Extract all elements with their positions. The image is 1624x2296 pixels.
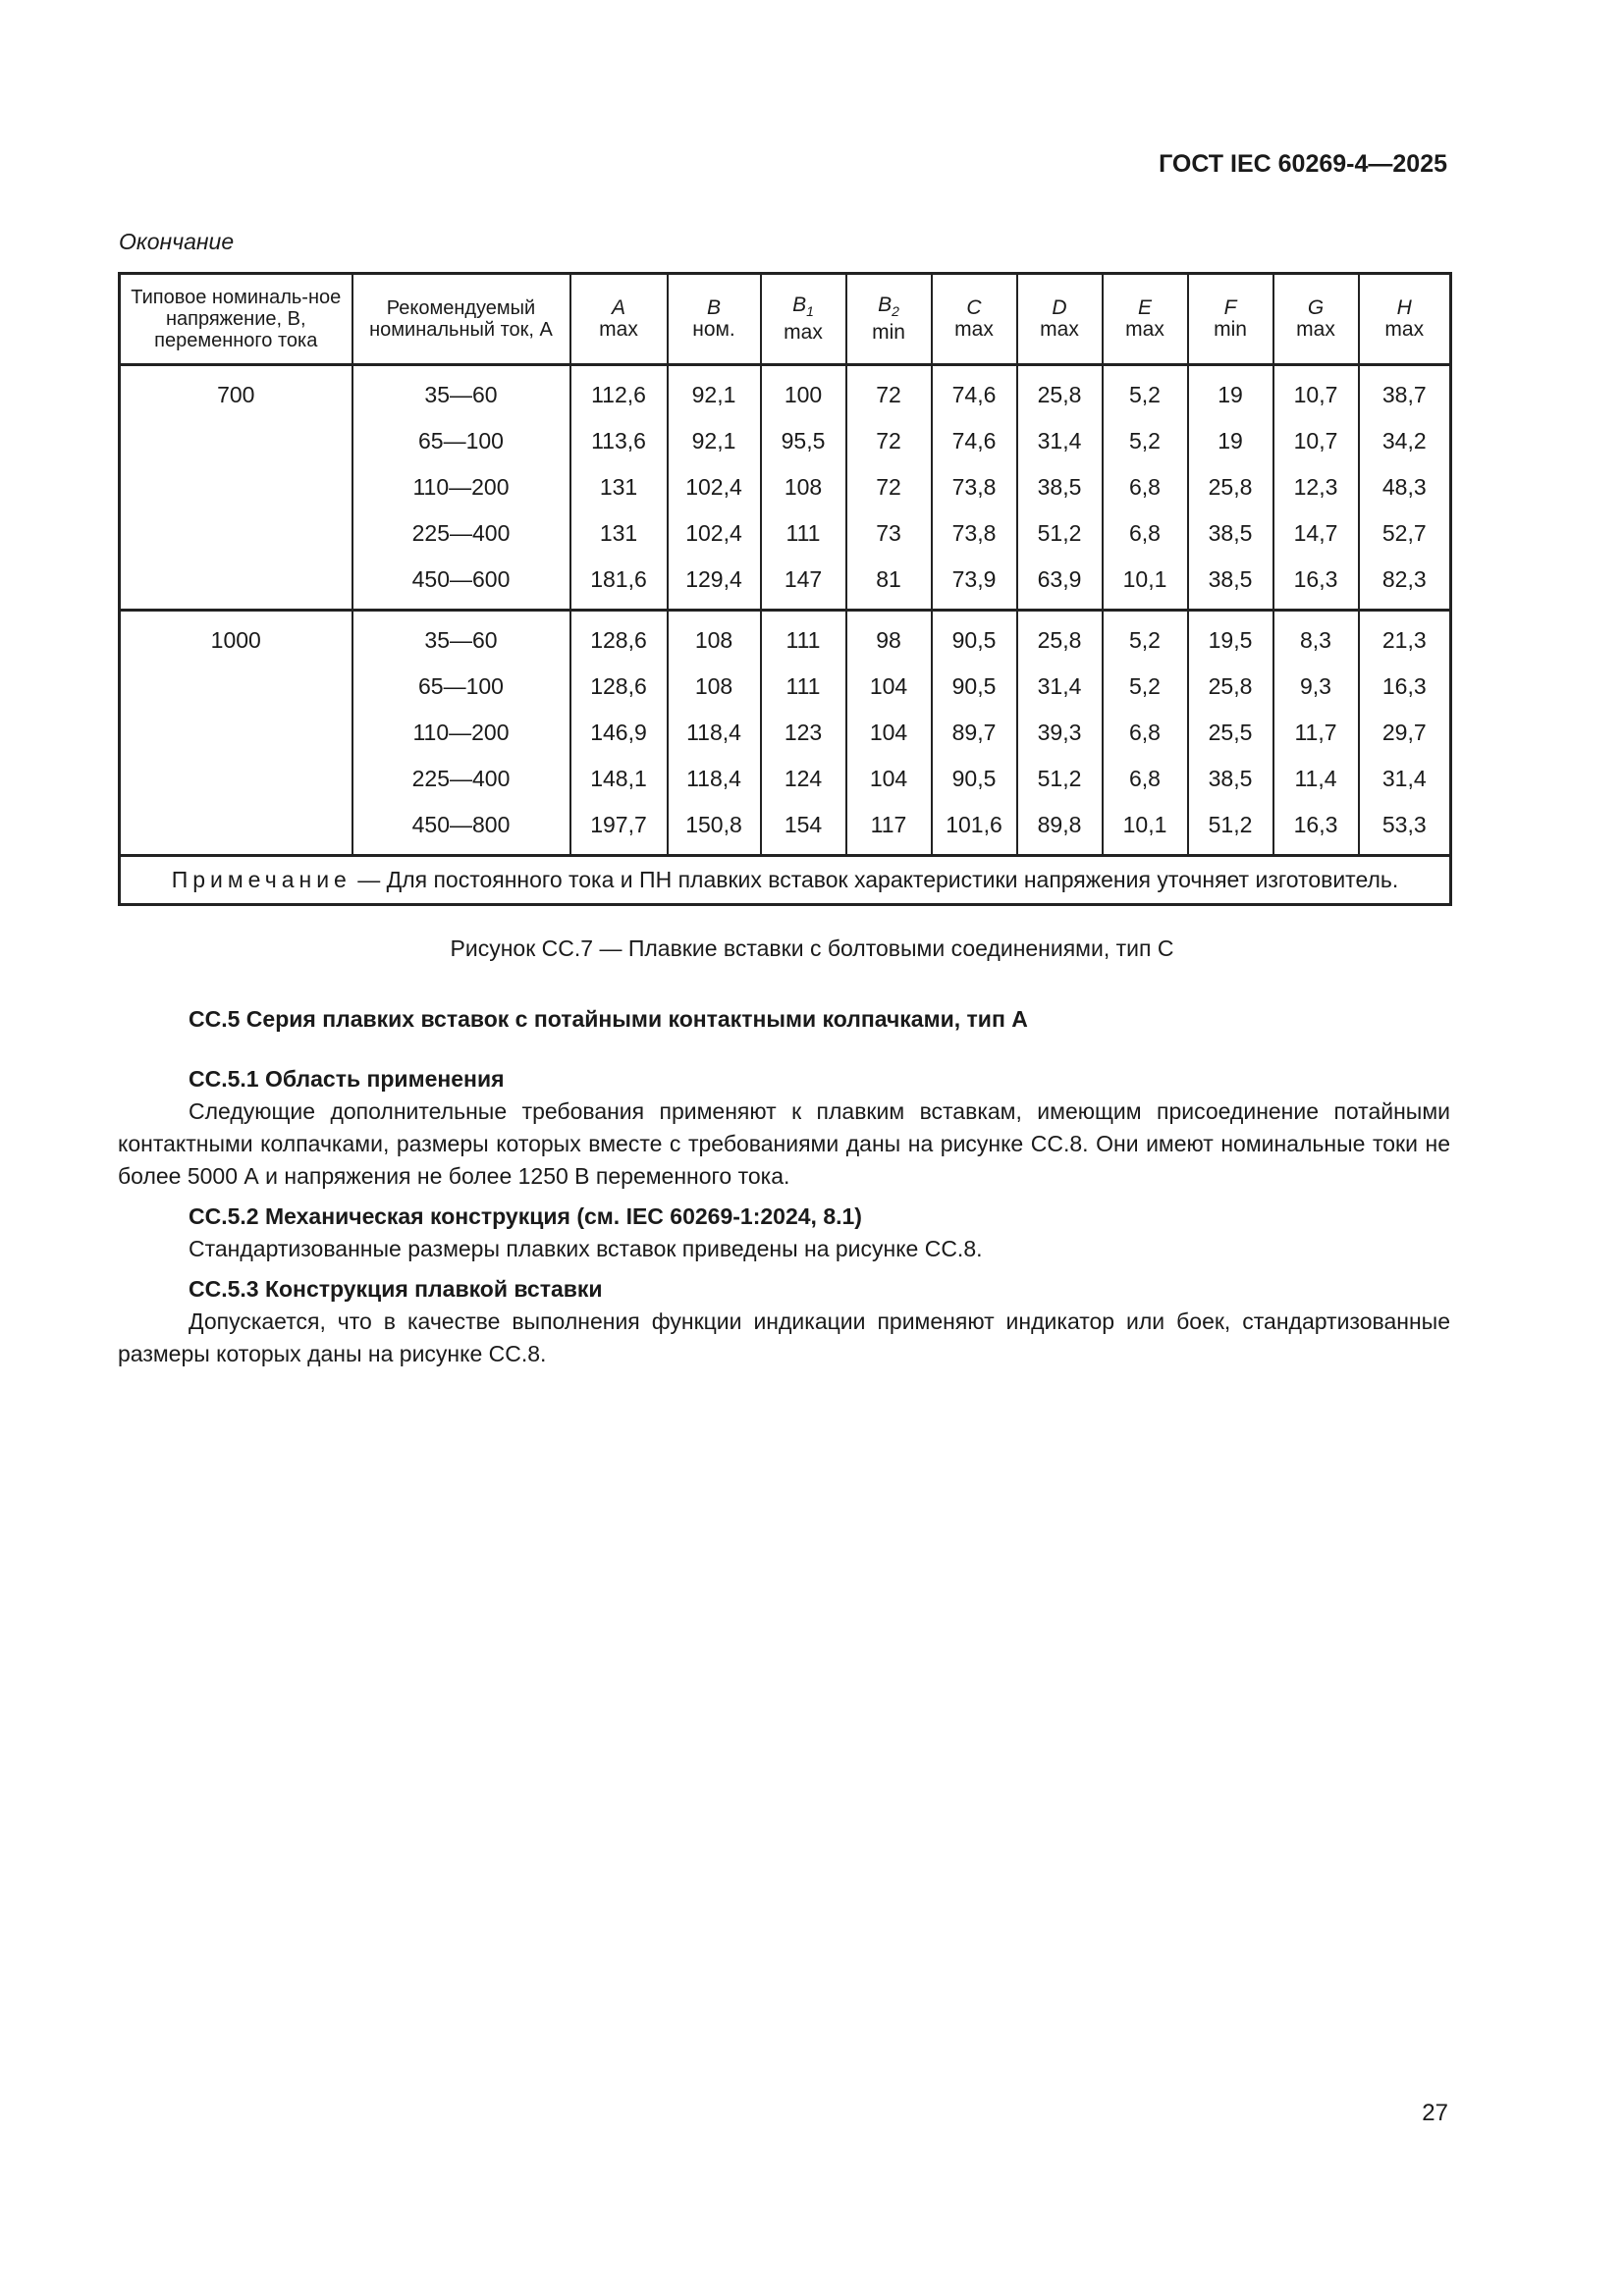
value-cell: 101,6 <box>932 802 1017 856</box>
fuse-dimensions-table <box>118 272 1452 906</box>
value-cell: 128,6 <box>570 611 668 665</box>
value-cell: 31,4 <box>1017 664 1103 710</box>
value-cell: 25,8 <box>1017 365 1103 419</box>
value-cell: 89,8 <box>1017 802 1103 856</box>
header-dim-9 <box>1273 274 1359 365</box>
dim-letter-text: B <box>792 293 807 316</box>
value-cell: 124 <box>761 756 846 802</box>
value-cell: 6,8 <box>1103 756 1188 802</box>
value-cell: 53,3 <box>1359 802 1451 856</box>
dim-qualifier: min <box>872 321 905 345</box>
value-cell: 6,8 <box>1103 464 1188 510</box>
value-cell: 111 <box>761 611 846 665</box>
voltage-group-700 <box>120 365 1451 611</box>
value-cell: 16,3 <box>1273 802 1359 856</box>
value-cell: 25,8 <box>1188 664 1273 710</box>
dim-letter <box>792 293 814 320</box>
value-cell: 25,5 <box>1188 710 1273 756</box>
value-cell: 81 <box>846 557 932 611</box>
value-cell: 63,9 <box>1017 557 1103 611</box>
dim-letter <box>1397 296 1412 319</box>
value-cell: 34,2 <box>1359 418 1451 464</box>
value-cell: 111 <box>761 664 846 710</box>
document-code: ГОСТ IEC 60269-4—2025 <box>1159 150 1447 178</box>
section-cc51-text: Следующие дополнительные требования применяют к плавким вставкам, имеющим присоединение потайными контактными колпачками, размеры которых вместе с требованиями даны на рисунке СС.8. Они имеют номинальные токи не более 5000 А и напряжения не более 1250 В переменного тока. <box>118 1098 1450 1189</box>
section-cc53-title: СС.5.3 Конструкция плавкой вставки <box>189 1276 603 1302</box>
value-cell: 98 <box>846 611 932 665</box>
value-cell: 10,1 <box>1103 557 1188 611</box>
value-cell: 16,3 <box>1359 664 1451 710</box>
value-cell: 48,3 <box>1359 464 1451 510</box>
value-cell: 5,2 <box>1103 418 1188 464</box>
dim-qualifier: max <box>1384 318 1425 341</box>
current-cell: 35—60 <box>352 365 570 419</box>
value-cell: 147 <box>761 557 846 611</box>
dim-letter-text: E <box>1137 296 1152 319</box>
value-cell: 117 <box>846 802 932 856</box>
dim-qualifier: max <box>599 318 638 341</box>
value-cell: 112,6 <box>570 365 668 419</box>
current-cell: 225—400 <box>352 510 570 557</box>
header-dim-8 <box>1188 274 1273 365</box>
value-cell: 90,5 <box>932 664 1017 710</box>
value-cell: 19 <box>1188 418 1273 464</box>
value-cell: 5,2 <box>1103 611 1188 665</box>
value-cell: 82,3 <box>1359 557 1451 611</box>
value-cell: 25,8 <box>1017 611 1103 665</box>
value-cell: 90,5 <box>932 756 1017 802</box>
value-cell: 73,9 <box>932 557 1017 611</box>
table-header <box>120 274 1451 365</box>
header-current: Рекомендуемый номинальный ток, А <box>352 274 570 365</box>
value-cell: 6,8 <box>1103 510 1188 557</box>
value-cell: 74,6 <box>932 365 1017 419</box>
value-cell: 19,5 <box>1188 611 1273 665</box>
section-cc52-title: СС.5.2 Механическая конструкция (см. IEC 60269-1:2024, 8.1) <box>189 1203 862 1229</box>
dim-letter <box>966 296 981 319</box>
voltage-cell: 1000 <box>120 611 352 856</box>
value-cell: 128,6 <box>570 664 668 710</box>
current-cell: 450—600 <box>352 557 570 611</box>
dim-letter-text: A <box>611 296 625 319</box>
section-cc52-text: Стандартизованные размеры плавких вставок приведены на рисунке СС.8. <box>189 1236 983 1261</box>
value-cell: 100 <box>761 365 846 419</box>
section-cc52 <box>118 1201 1450 1265</box>
page-number: 27 <box>1422 2100 1448 2126</box>
value-cell: 51,2 <box>1017 510 1103 557</box>
value-cell: 73 <box>846 510 932 557</box>
value-cell: 38,7 <box>1359 365 1451 419</box>
value-cell: 39,3 <box>1017 710 1103 756</box>
value-cell: 89,7 <box>932 710 1017 756</box>
dim-letter-text: B <box>706 296 721 319</box>
dim-letter-text: F <box>1223 296 1237 319</box>
value-cell: 72 <box>846 464 932 510</box>
dim-letter-text: B <box>878 293 893 316</box>
value-cell: 5,2 <box>1103 365 1188 419</box>
voltage-cell: 700 <box>120 365 352 611</box>
current-cell: 65—100 <box>352 418 570 464</box>
value-cell: 131 <box>570 510 668 557</box>
table-note-body <box>120 856 1451 905</box>
value-cell: 123 <box>761 710 846 756</box>
value-cell: 6,8 <box>1103 710 1188 756</box>
header-dim-2 <box>668 274 761 365</box>
dim-letter <box>1224 296 1237 319</box>
dim-letter <box>1308 296 1324 319</box>
value-cell: 52,7 <box>1359 510 1451 557</box>
figure-caption: Рисунок СС.7 — Плавкие вставки с болтовыми соединениями, тип С <box>450 935 1174 961</box>
table-row <box>120 365 1451 419</box>
value-cell: 118,4 <box>668 710 761 756</box>
table-note <box>120 856 1451 905</box>
value-cell: 108 <box>761 464 846 510</box>
dim-qualifier: max <box>1296 318 1335 341</box>
dim-qualifier: ном. <box>692 318 735 341</box>
value-cell: 92,1 <box>668 365 761 419</box>
dim-qualifier: min <box>1214 318 1247 341</box>
header-dim-1 <box>570 274 668 365</box>
voltage-group-1000 <box>120 611 1451 856</box>
value-cell: 10,1 <box>1103 802 1188 856</box>
dim-letter-text: G <box>1307 296 1325 319</box>
value-cell: 29,7 <box>1359 710 1451 756</box>
section-cc53 <box>118 1273 1450 1370</box>
value-cell: 12,3 <box>1273 464 1359 510</box>
header-dim-7 <box>1103 274 1188 365</box>
value-cell: 154 <box>761 802 846 856</box>
value-cell: 104 <box>846 710 932 756</box>
value-cell: 21,3 <box>1359 611 1451 665</box>
value-cell: 8,3 <box>1273 611 1359 665</box>
value-cell: 11,7 <box>1273 710 1359 756</box>
value-cell: 10,7 <box>1273 365 1359 419</box>
value-cell: 102,4 <box>668 464 761 510</box>
table-row <box>120 611 1451 665</box>
header-dim-5 <box>932 274 1017 365</box>
section-cc5-title: СС.5 Серия плавких вставок с потайными контактными колпачками, тип А <box>189 1006 1028 1032</box>
value-cell: 73,8 <box>932 464 1017 510</box>
value-cell: 51,2 <box>1188 802 1273 856</box>
value-cell: 92,1 <box>668 418 761 464</box>
value-cell: 90,5 <box>932 611 1017 665</box>
dim-letter <box>1138 296 1152 319</box>
dim-letter <box>1052 296 1066 319</box>
header-dim-4 <box>846 274 932 365</box>
value-cell: 5,2 <box>1103 664 1188 710</box>
current-cell: 110—200 <box>352 710 570 756</box>
dim-letter <box>878 293 899 320</box>
value-cell: 181,6 <box>570 557 668 611</box>
value-cell: 131 <box>570 464 668 510</box>
section-cc53-text: Допускается, что в качестве выполнения функции индикации применяют индикатор или боек, стандартизованные размеры которых даны на рисунке СС.8. <box>118 1308 1450 1366</box>
value-cell: 113,6 <box>570 418 668 464</box>
value-cell: 129,4 <box>668 557 761 611</box>
table-continuation-label: Окончание <box>119 229 235 254</box>
current-cell: 110—200 <box>352 464 570 510</box>
value-cell: 9,3 <box>1273 664 1359 710</box>
value-cell: 146,9 <box>570 710 668 756</box>
value-cell: 51,2 <box>1017 756 1103 802</box>
dim-letter-text: D <box>1052 296 1067 319</box>
dim-qualifier: max <box>1040 318 1079 341</box>
value-cell: 38,5 <box>1188 510 1273 557</box>
value-cell: 197,7 <box>570 802 668 856</box>
current-cell: 450—800 <box>352 802 570 856</box>
value-cell: 74,6 <box>932 418 1017 464</box>
dim-letter <box>612 296 625 319</box>
note-label: Примечание <box>171 867 352 892</box>
value-cell: 11,4 <box>1273 756 1359 802</box>
value-cell: 14,7 <box>1273 510 1359 557</box>
value-cell: 38,5 <box>1188 756 1273 802</box>
section-cc51-title: СС.5.1 Область применения <box>189 1066 505 1092</box>
dim-subscript: 2 <box>892 303 899 320</box>
header-voltage: Типовое номиналь-ное напряжение, В, переменного тока <box>120 274 352 365</box>
value-cell: 104 <box>846 664 932 710</box>
value-cell: 16,3 <box>1273 557 1359 611</box>
value-cell: 150,8 <box>668 802 761 856</box>
header-dim-6 <box>1017 274 1103 365</box>
value-cell: 38,5 <box>1017 464 1103 510</box>
header-dim-3 <box>761 274 846 365</box>
dim-letter-text: C <box>966 296 982 319</box>
note-text: — Для постоянного тока и ПН плавких вставок характеристики напряжения уточняет изготовитель. <box>351 867 1399 892</box>
dim-qualifier: max <box>1125 318 1164 341</box>
current-cell: 35—60 <box>352 611 570 665</box>
current-cell: 65—100 <box>352 664 570 710</box>
header-dim-10 <box>1359 274 1451 365</box>
dim-qualifier: max <box>954 318 994 341</box>
value-cell: 31,4 <box>1017 418 1103 464</box>
dim-letter-text: H <box>1396 296 1412 319</box>
value-cell: 95,5 <box>761 418 846 464</box>
dim-subscript: 1 <box>806 303 814 320</box>
value-cell: 102,4 <box>668 510 761 557</box>
value-cell: 108 <box>668 611 761 665</box>
value-cell: 108 <box>668 664 761 710</box>
value-cell: 104 <box>846 756 932 802</box>
value-cell: 19 <box>1188 365 1273 419</box>
value-cell: 31,4 <box>1359 756 1451 802</box>
value-cell: 73,8 <box>932 510 1017 557</box>
section-cc5 <box>118 1003 1450 1036</box>
value-cell: 38,5 <box>1188 557 1273 611</box>
value-cell: 72 <box>846 418 932 464</box>
value-cell: 10,7 <box>1273 418 1359 464</box>
value-cell: 118,4 <box>668 756 761 802</box>
current-cell: 225—400 <box>352 756 570 802</box>
value-cell: 148,1 <box>570 756 668 802</box>
dim-letter <box>707 296 721 319</box>
section-cc51 <box>118 1063 1450 1193</box>
dim-qualifier: max <box>784 321 823 345</box>
value-cell: 25,8 <box>1188 464 1273 510</box>
value-cell: 111 <box>761 510 846 557</box>
value-cell: 72 <box>846 365 932 419</box>
